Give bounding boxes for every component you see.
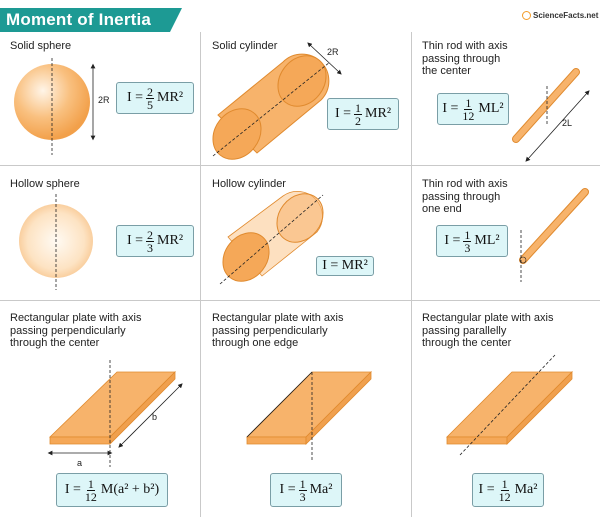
formula-fraction: $\frac{1}{12}$ (462, 95, 475, 123)
formula-box (437, 93, 509, 125)
hollow-cylinder-figure (213, 185, 332, 291)
dimension-label: 2R (327, 47, 339, 57)
formula-rhs: MR² (365, 106, 392, 121)
formula-box (316, 256, 374, 276)
formula-box (436, 225, 508, 257)
dimension-label: a (77, 458, 83, 468)
plate-perp-edge-figure (247, 372, 371, 461)
formula-box (327, 98, 399, 130)
formula-lhs: I = (279, 482, 296, 497)
formula-fraction: $\frac{1}{12}$ (498, 476, 511, 504)
formula-rhs: ML² (478, 101, 504, 116)
hollow-sphere-label: Hollow sphere (10, 178, 80, 190)
formula-lhs: I = (126, 233, 144, 248)
formula-lhs: I = (322, 258, 339, 273)
formula-lhs: I = (478, 482, 495, 497)
hollow-sphere-figure (19, 194, 93, 290)
dimension-label: 2L (562, 118, 573, 128)
plate-perp-edge-label: Rectangular plate with axis passing perpendicularly through one edge (212, 312, 344, 349)
thin-rod-end-label: Thin rod with axis passing through one end (422, 178, 508, 215)
formula-rhs: MR² (157, 233, 184, 248)
formula-rhs: MR² (157, 90, 184, 105)
solid-sphere-figure (14, 58, 93, 155)
formula-rhs: MR² (341, 258, 368, 273)
thin-rod-end-figure (520, 192, 585, 282)
solid-cylinder-label: Solid cylinder (212, 40, 278, 52)
formula-fraction: $\frac{1}{2}$ (355, 100, 362, 128)
thin-rod-center-label: Thin rod with axis passing through the center (422, 40, 508, 77)
plate-perp-center-figure (50, 360, 181, 467)
brand-name: ScienceFacts.net (533, 11, 599, 20)
formula-box (270, 473, 342, 507)
formula-lhs: I = (64, 482, 81, 497)
formula-lhs: I = (442, 101, 459, 116)
dimension-label: 2R (98, 95, 110, 105)
formula-rhs: Ma² (309, 482, 333, 497)
formula-fraction: $\frac{2}{5}$ (147, 84, 154, 112)
formula-box (56, 473, 168, 507)
formula-lhs: I = (126, 90, 144, 105)
solid-cylinder-figure (203, 44, 340, 169)
plate-parallel-center-figure (447, 355, 572, 455)
hollow-cylinder-label: Hollow cylinder (212, 178, 286, 190)
formula-rhs: M(a² + b²) (100, 482, 160, 497)
formula-lhs: I = (334, 106, 352, 121)
formula-lhs: I = (444, 233, 461, 248)
formula-rhs: ML² (474, 233, 500, 248)
plate-parallel-center-label: Rectangular plate with axis passing parallelly through the center (422, 312, 554, 349)
plate-perp-center-label: Rectangular plate with axis passing perpendicularly through the center (10, 312, 142, 349)
formula-fraction: $\frac{1}{3}$ (299, 476, 306, 504)
thin-rod-center-figure (516, 72, 588, 160)
formula-rhs: Ma² (514, 482, 538, 497)
formula-fraction: $\frac{2}{3}$ (147, 227, 154, 255)
solid-sphere-label: Solid sphere (10, 40, 72, 52)
dimension-label: b (152, 412, 158, 422)
formula-box (116, 82, 194, 114)
formula-fraction: $\frac{1}{3}$ (464, 227, 471, 255)
page-title: Moment of Inertia (6, 10, 152, 29)
formula-fraction: $\frac{1}{12}$ (84, 476, 97, 504)
formula-box (116, 225, 194, 257)
formula-box (472, 473, 544, 507)
